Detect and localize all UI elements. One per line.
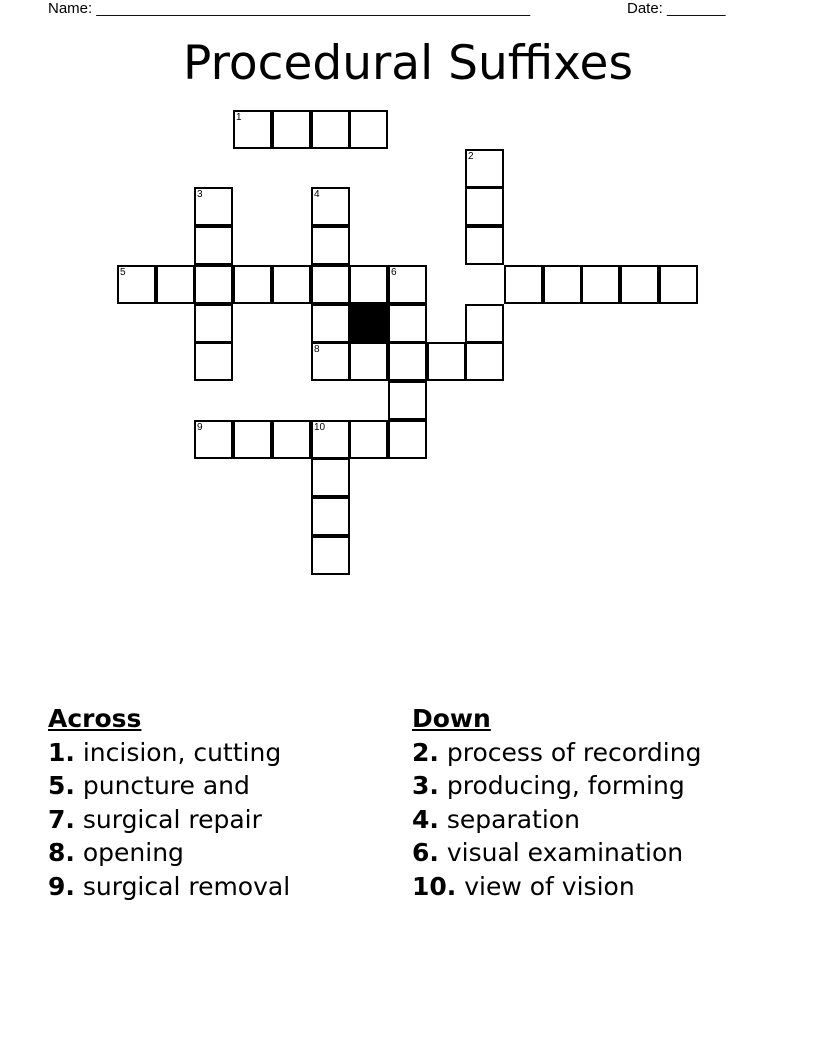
grid-cell[interactable] <box>311 187 350 226</box>
clue-across-5 <box>48 769 388 803</box>
grid-cell[interactable] <box>388 381 427 420</box>
grid-cell[interactable] <box>388 304 427 343</box>
grid-cell[interactable] <box>311 226 350 265</box>
clue-across-1 <box>48 736 388 770</box>
clue-number: 9. <box>48 871 75 901</box>
clue-number: 10. <box>412 871 457 901</box>
clue-number-label: 9 <box>197 422 203 433</box>
clue-number-label: 2 <box>468 151 474 162</box>
clue-across-9 <box>48 870 388 904</box>
clue-number: 2. <box>412 737 439 767</box>
clue-number-label: 6 <box>391 267 397 278</box>
down-heading: Down <box>412 704 491 733</box>
clue-number: 3. <box>412 771 439 800</box>
grid-cell[interactable] <box>311 304 350 343</box>
across-heading: Across <box>48 704 142 733</box>
grid-cell[interactable] <box>272 420 311 459</box>
clue-number-label: 8 <box>314 344 320 355</box>
clue-down-6 <box>412 836 792 870</box>
grid-cell[interactable] <box>581 265 620 304</box>
clue-down-4 <box>412 803 792 837</box>
grid-cell[interactable] <box>349 265 388 304</box>
clue-number: 4. <box>412 804 439 834</box>
grid-cell[interactable] <box>465 187 504 226</box>
grid-cell[interactable] <box>194 304 233 343</box>
grid-cell[interactable] <box>349 342 388 381</box>
grid-cell[interactable] <box>388 342 427 381</box>
date-field[interactable]: Date: _______ <box>627 0 726 17</box>
grid-cell[interactable] <box>465 304 504 343</box>
clue-text: puncture and <box>82 771 250 800</box>
clue-number-label: 10 <box>314 422 326 433</box>
clue-text: surgical removal <box>82 871 291 901</box>
grid-cell[interactable] <box>349 110 388 149</box>
grid-cell[interactable] <box>272 265 311 304</box>
clue-down-3 <box>412 769 792 803</box>
grid-cell[interactable] <box>311 342 350 381</box>
clue-text: separation <box>446 804 580 834</box>
grid-cell[interactable] <box>194 187 233 226</box>
grid-cell[interactable] <box>620 265 659 304</box>
grid-cell[interactable] <box>233 110 272 149</box>
blocked-cell <box>349 304 388 343</box>
clue-across-8 <box>48 836 388 870</box>
grid-cell[interactable] <box>349 420 388 459</box>
clue-number: 8. <box>48 838 75 867</box>
grid-cell[interactable] <box>311 458 350 497</box>
clue-text: view of vision <box>464 871 635 901</box>
clue-text: producing, forming <box>446 771 685 800</box>
grid-cell[interactable] <box>194 420 233 459</box>
grid-cell[interactable] <box>659 265 698 304</box>
clue-number-label: 5 <box>120 267 126 278</box>
clue-number: 1. <box>48 737 75 767</box>
clue-number: 6. <box>412 838 439 867</box>
clue-text: opening <box>82 838 184 867</box>
grid-cell[interactable] <box>156 265 195 304</box>
grid-cell[interactable] <box>388 420 427 459</box>
name-field[interactable]: Name: ____________________________________________________ <box>48 0 531 17</box>
grid-cell[interactable] <box>465 149 504 188</box>
grid-cell[interactable] <box>504 265 543 304</box>
grid-cell[interactable] <box>543 265 582 304</box>
clue-text: process of recording <box>446 737 702 767</box>
grid-cell[interactable] <box>311 265 350 304</box>
grid-cell[interactable] <box>427 342 466 381</box>
grid-cell[interactable] <box>194 265 233 304</box>
page-title: Procedural Suffixes <box>183 36 633 91</box>
grid-cell[interactable] <box>465 342 504 381</box>
grid-cell[interactable] <box>272 110 311 149</box>
grid-cell[interactable] <box>311 536 350 575</box>
grid-cell[interactable] <box>311 420 350 459</box>
clue-down-2 <box>412 736 792 770</box>
grid-cell[interactable] <box>194 226 233 265</box>
clue-number: 5. <box>48 771 75 800</box>
clue-number-label: 4 <box>314 189 320 200</box>
clue-number-label: 1 <box>236 112 242 123</box>
clue-text: incision, cutting <box>82 737 282 767</box>
grid-cell[interactable] <box>311 497 350 536</box>
clue-down-10 <box>412 870 792 904</box>
grid-cell[interactable] <box>233 420 272 459</box>
grid-cell[interactable] <box>465 226 504 265</box>
clue-across-7 <box>48 803 388 837</box>
grid-cell[interactable] <box>117 265 156 304</box>
clue-text: visual examination <box>446 838 684 867</box>
clue-number-label: 3 <box>197 189 203 200</box>
grid-cell[interactable] <box>233 265 272 304</box>
grid-cell[interactable] <box>194 342 233 381</box>
clue-text: surgical repair <box>82 804 262 834</box>
clue-number: 7. <box>48 804 75 834</box>
grid-cell[interactable] <box>388 265 427 304</box>
across-clues <box>48 702 388 903</box>
grid-cell[interactable] <box>311 110 350 149</box>
down-clues <box>412 702 792 903</box>
